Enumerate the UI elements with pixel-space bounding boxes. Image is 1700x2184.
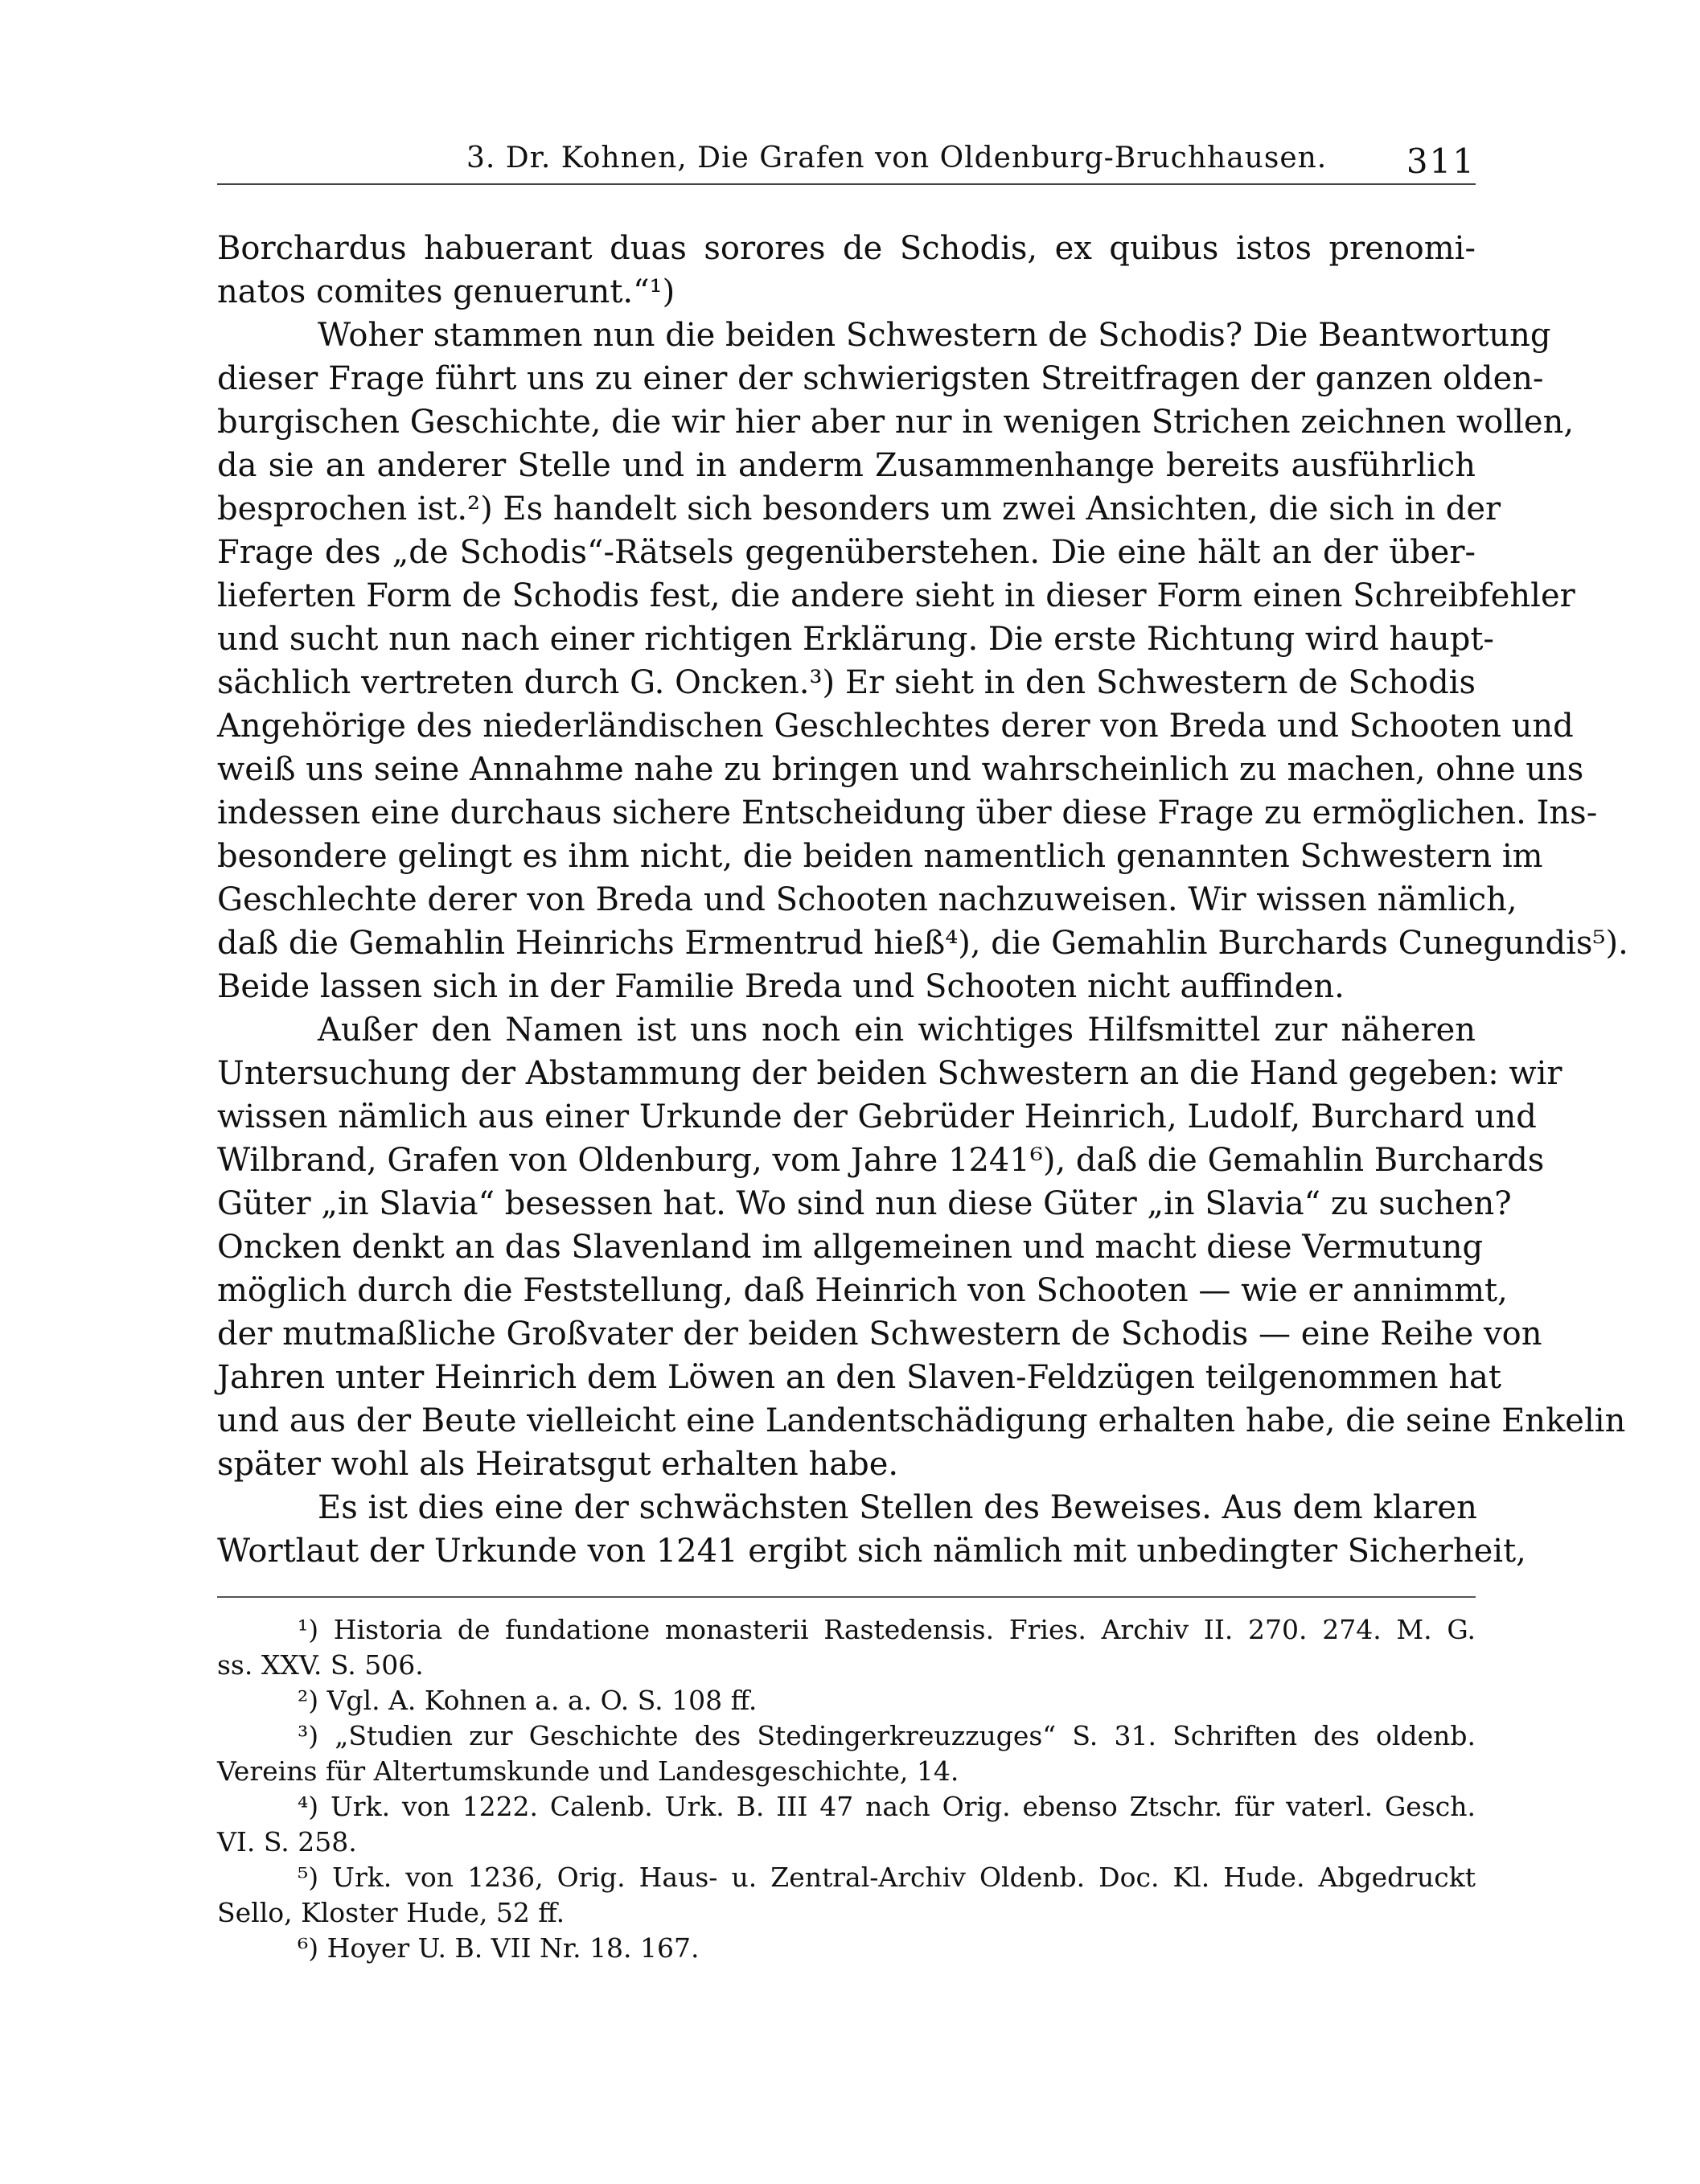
text-line: Angehörige des niederländischen Geschlechtes derer von Breda und Schooten und [217,708,1574,745]
text-line: Außer den Namen ist uns noch ein wichtiges Hilfsmittel zur näheren [318,1012,1476,1049]
text-line: Oncken denkt an das Slavenland im allgemeinen und macht diese Vermutung [217,1229,1484,1266]
footnote-line: Sello, Kloster Hude, 52 ff. [217,1897,565,1928]
text-line: natos comites genuerunt.“¹) [217,273,675,310]
text-line: und sucht nun nach einer richtigen Erklärung. Die erste Richtung wird haupt- [217,621,1494,658]
text-line: Woher stammen nun die beiden Schwestern de Schodis? Die Beantwortung [318,317,1551,354]
text-line: daß die Gemahlin Heinrichs Ermentrud hieß⁴), die Gemahlin Burchards Cunegundis⁵). [217,925,1628,962]
text-line: wissen nämlich aus einer Urkunde der Gebrüder Heinrich, Ludolf, Burchard und [217,1098,1537,1135]
text-line: Wortlaut der Urkunde von 1241 ergibt sich nämlich mit unbedingter Sicherheit, [217,1533,1526,1570]
text-line: und aus der Beute vielleicht eine Landentschädigung erhalten habe, die seine Enkelin [217,1402,1626,1439]
text-line: dieser Frage führt uns zu einer der schwierigsten Streitfragen der ganzen olden- [217,360,1544,397]
text-line: besprochen ist.²) Es handelt sich besonders um zwei Ansichten, die sich in der [217,491,1501,528]
text-line: Geschlechte derer von Breda und Schooten nachzuweisen. Wir wissen nämlich, [217,881,1517,918]
footnote-line: ss. XXV. S. 506. [217,1649,424,1681]
text-line: der mutmaßliche Großvater der beiden Schwestern de Schodis — eine Reihe von [217,1316,1542,1353]
footnotes [217,1612,1476,1966]
text-line: Untersuchung der Abstammung der beiden Schwestern an die Hand gegeben: wir [217,1055,1562,1092]
text-line: lieferten Form de Schodis fest, die andere sieht in dieser Form einen Schreibfehler [217,577,1575,614]
footnote-line: ⁶) Hoyer U. B. VII Nr. 18. 167. [298,1932,700,1964]
footnote-line: VI. S. 258. [217,1826,357,1858]
header-rule [217,183,1476,185]
text-line: burgischen Geschichte, die wir hier aber nur in wenigen Strichen zeichnen wollen, [217,404,1575,441]
text-line: besondere gelingt es ihm nicht, die beiden namentlich genannten Schwestern im [217,838,1543,875]
footnote-line: ⁴) Urk. von 1222. Calenb. Urk. B. III 47 nach Orig. ebenso Ztschr. für vaterl. Gesch. [298,1791,1476,1822]
text-line: da sie an anderer Stelle und in anderm Zusammenhange bereits ausführlich [217,447,1476,484]
text-line: Beide lassen sich in der Familie Breda und Schooten nicht auffinden. [217,968,1345,1005]
text-line: weiß uns seine Annahme nahe zu bringen und wahrscheinlich zu machen, ohne uns [217,751,1584,788]
footnote-line: ⁵) Urk. von 1236, Orig. Haus- u. Zentral-Archiv Oldenb. Doc. Kl. Hude. Abgedruckt [298,1862,1476,1893]
text-line: später wohl als Heiratsgut erhalten habe. [217,1446,899,1483]
text-line: sächlich vertreten durch G. Oncken.³) Er sieht in den Schwestern de Schodis [217,664,1476,701]
footnote-line: ²) Vgl. A. Kohnen a. a. O. S. 108 ff. [298,1685,758,1716]
text-line: möglich durch die Feststellung, daß Heinrich von Schooten — wie er annimmt, [217,1272,1508,1309]
body-text [217,227,1628,1573]
page-number: 311 [1406,142,1476,181]
text-line: Frage des „de Schodis“-Rätsels gegenüberstehen. Die eine hält an der über- [217,534,1476,571]
footnote-line: ³) „Studien zur Geschichte des Stedingerkreuzzuges“ S. 31. Schriften des oldenb. [298,1720,1476,1751]
footnote-line: ¹) Historia de fundatione monasterii Rastedensis. Fries. Archiv II. 270. 274. M. G. [298,1614,1476,1645]
footnote-rule [217,1596,1476,1598]
text-line: Borchardus habuerant duas sorores de Schodis, ex quibus istos prenomi- [217,230,1476,267]
running-header [217,142,1476,183]
text-line: indessen eine durchaus sichere Entscheidung über diese Frage zu ermöglichen. Ins- [217,794,1598,831]
text-line: Wilbrand, Grafen von Oldenburg, vom Jahre 1241⁶), daß die Gemahlin Burchards [217,1142,1545,1179]
running-title: 3. Dr. Kohnen, Die Grafen von Oldenburg-Bruchhausen. [466,142,1328,174]
text-line: Güter „in Slavia“ besessen hat. Wo sind nun diese Güter „in Slavia“ zu suchen? [217,1185,1512,1222]
text-line: Es ist dies eine der schwächsten Stellen des Beweises. Aus dem klaren [318,1489,1477,1526]
footnote-line: Vereins für Altertumskunde und Landesgeschichte, 14. [217,1755,959,1787]
text-line: Jahren unter Heinrich dem Löwen an den Slaven-Feldzügen teilgenommen hat [217,1359,1501,1396]
